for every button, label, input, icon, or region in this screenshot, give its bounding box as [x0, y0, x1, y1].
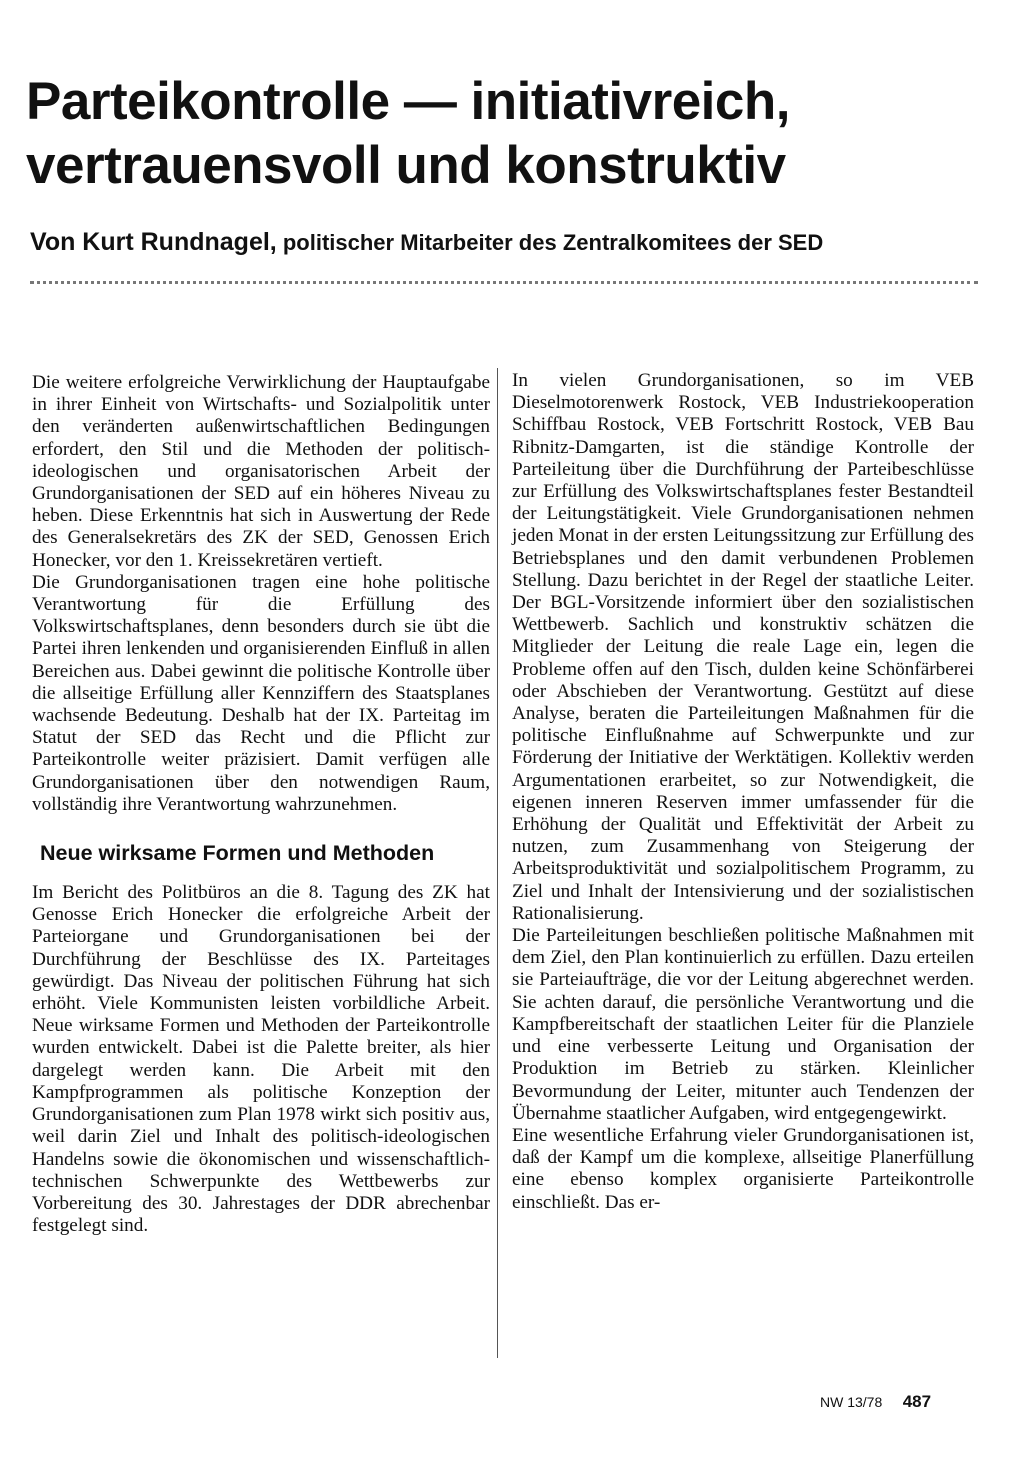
- paragraph: Die Parteileitungen beschließen politische Maßnahmen mit dem Ziel, den Plan kontinuierlich zu erfüllen. Dazu erteilen sie Parteiaufträge, die vor der Leitung abgerechnet werden. Sie achten darauf, die persönliche Verantwortung und die Kampfbereitschaft der staatlichen Leiter für die Planziele und eine verbesserte Leitung und Organisation der Produktion im Betrieb zu stärken. Kleinlicher Bevormundung der Leiter, mitunter auch Tendenzen der Übernahme staatlicher Aufgaben, wird entgegengewirkt.: [512, 925, 974, 1124]
- page-footer: [820, 1392, 931, 1412]
- page-number: 487: [902, 1392, 932, 1411]
- byline-role: politischer Mitarbeiter des Zentralkomitees der SED: [276, 230, 824, 255]
- header-divider: [30, 281, 978, 284]
- byline-author: Von Kurt Rundnagel,: [30, 228, 277, 256]
- column-divider: [497, 368, 498, 1358]
- paragraph: Eine wesentliche Erfahrung vieler Grundorganisationen ist, daß der Kampf um die komplexe, allseitige Planerfüllung eine ebenso komplex organisierte Parteikontrolle einschließt. Das er-: [512, 1124, 974, 1213]
- byline: [30, 228, 990, 257]
- paragraph: Die Grundorganisationen tragen eine hohe politische Verantwortung für die Erfüllung des Volkswirtschaftsplanes, denn besonders durch sie übt die Partei ihren lenkenden und organisierenden Einfluß in allen Bereichen aus. Dabei gewinnt die politische Kontrolle über die allseitige Erfüllung aller Kennziffern des Staatsplanes wachsende Bedeutung. Deshalb hat der IX. Parteitag im Statut der SED das Recht und die Pflicht zur Parteikontrolle weiter präzisiert. Damit verfügen alle Grundorganisationen über den notwendigen Raum, vollständig ihre Verantwortung wahrzunehmen.: [32, 571, 490, 815]
- paragraph: Im Bericht des Politbüros an die 8. Tagung des ZK hat Genosse Erich Honecker die erfolgreiche Arbeit der Parteiorgane und Grundorganisationen bei der Durchführung der Beschlüsse des IX. Parteitages gewürdigt. Das Niveau der politischen Führung hat sich erhöht. Viele Kommunisten leisten vorbildliche Arbeit. Neue wirksame Formen und Methoden der Parteikontrolle wurden entwickelt. Dabei ist die Palette breiter, als hier dargelegt werden kann. Die Arbeit mit den Kampfprogrammen als politische Konzeption der Grundorganisationen zum Plan 1978 wirkt sich positiv aus, weil darin Ziel und Inhalt des politisch-ideologischen Handelns sowie die ökonomischen und wissenschaftlich-technischen Schwerpunkte des Wettbewerbs zur Vorbereitung des 30. Jahrestages der DDR abrechenbar festgelegt sind.: [32, 882, 490, 1237]
- title-line-1: Parteikontrolle — initiativreich,: [26, 72, 790, 131]
- left-column: [32, 372, 490, 1237]
- section-heading: Neue wirksame Formen und Methoden: [40, 841, 435, 866]
- article-title: [26, 70, 1006, 198]
- paragraph: In vielen Grundorganisationen, so im VEB Dieselmotorenwerk Rostock, VEB Industriekooperation Schiffbau Rostock, VEB Fortschritt Rostock, VEB Bau Ribnitz-Damgarten, ist die ständige Kontrolle der Parteileitung über die Durchführung der Parteibeschlüsse zur Erfüllung des Volkswirtschaftsplanes fester Bestandteil der Leitungstätigkeit. Viele Grundorganisationen nehmen jeden Monat in der ersten Leitungssitzung zur Erfüllung des Betriebsplanes und den damit verbundenen Problemen Stellung. Dazu berichtet in der Regel der staatliche Leiter. Der BGL-Vorsitzende informiert über den sozialistischen Wettbewerb. Sachlich und konstruktiv schätzen die Mitglieder der Leitung die reale Lage ein, legen die Probleme offen auf den Tisch, dulden keine Schönfärberei oder Abschieben der Verantwortung. Gestützt auf diese Analyse, beraten die Parteileitungen Maßnahmen für die politische Einflußnahme auf Schwerpunkte und zur Förderung der Initiative der Werktätigen. Kollektiv werden Argumentationen erarbeitet, so zur Notwendigkeit, die eigenen inneren Reserven immer umfassender für die Erhöhung der Qualität und Effektivität der Arbeit zu nutzen, zum Zusammenhang von Steigerung der Arbeitsproduktivität und sozialpolitischem Programm, zu Ziel und Inhalt der Intensivierung und der sozialistischen Rationalisierung.: [512, 370, 974, 924]
- right-column: [512, 370, 974, 1214]
- title-line-2: vertrauensvoll und konstruktiv: [26, 136, 786, 195]
- issue-label: NW 13/78: [820, 1394, 883, 1410]
- paragraph: Die weitere erfolgreiche Verwirklichung der Hauptaufgabe in ihrer Einheit von Wirtschafts- und Sozialpolitik unter den veränderten außenwirtschaftlichen Bedingungen erfordert, den Stil und die Methoden der politisch-ideologischen und organisatorischen Arbeit der Grundorganisationen der SED auf ein höheres Niveau zu heben. Diese Erkenntnis hat sich in Auswertung der Rede des Generalsekretärs des ZK der SED, Genossen Erich Honecker, vor den 1. Kreissekretären vertieft.: [32, 372, 490, 571]
